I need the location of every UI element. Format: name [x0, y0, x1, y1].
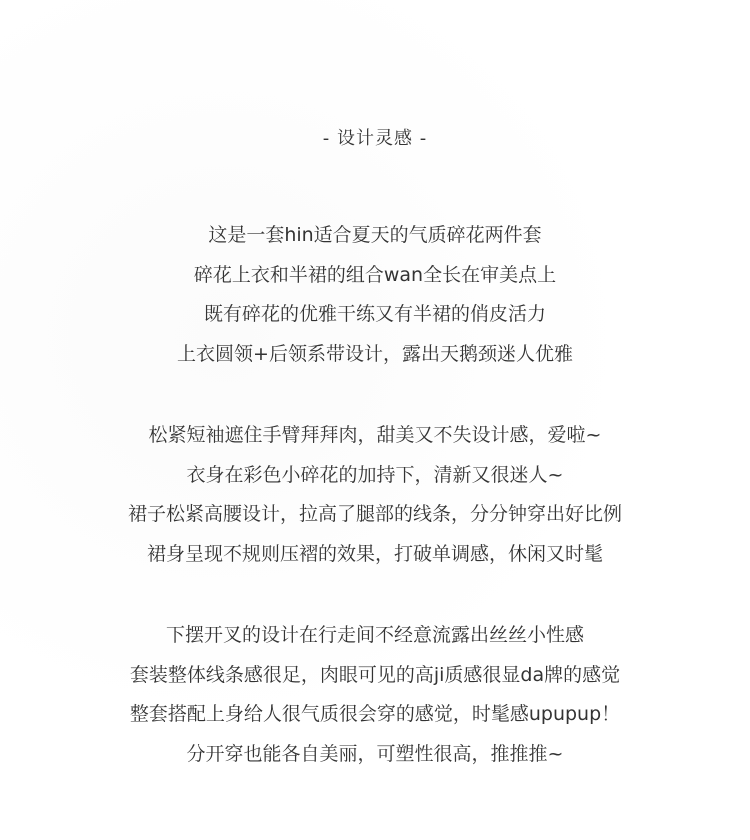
text-line: 松紧短袖遮住手臂拜拜肉，甜美又不失设计感，爱啦~ [148, 424, 602, 446]
text-line: 既有碎花的优雅干练又有半裙的俏皮活力 [203, 303, 546, 325]
text-line: 衣身在彩色小碎花的加持下，清新又很迷人~ [186, 463, 564, 486]
text-line: 上衣圆领+后领系带设计，露出天鹅颈迷人优雅 [177, 342, 573, 365]
text-line: 裙身呈现不规则压褶的效果，打破单调感，休闲又时髦 [146, 542, 603, 565]
text-line: 下摆开叉的设计在行走间不经意流露出丝丝小性感 [165, 624, 584, 646]
text-line: 这是一套hin适合夏天的气质碎花两件套 [208, 224, 542, 246]
paragraph-1 [0, 216, 750, 374]
text-line: 分开穿也能各自美丽，可塑性很高，推推推~ [186, 742, 564, 765]
text-line: 裙子松紧高腰设计，拉高了腿部的线条，分分钟穿出好比例 [127, 503, 622, 525]
text-line: 碎花上衣和半裙的组合wan全长在审美点上 [193, 263, 557, 286]
text-line: 套装整体线条感很足，肉眼可见的高ji质感很显da牌的感觉 [129, 663, 621, 686]
paragraph-3 [0, 616, 750, 774]
section-heading: - 设计灵感 - [322, 128, 428, 149]
text-line: 整套搭配上身给人很气质很会穿的感觉，时髦感upupup！ [129, 703, 621, 725]
paragraph-2 [0, 416, 750, 574]
